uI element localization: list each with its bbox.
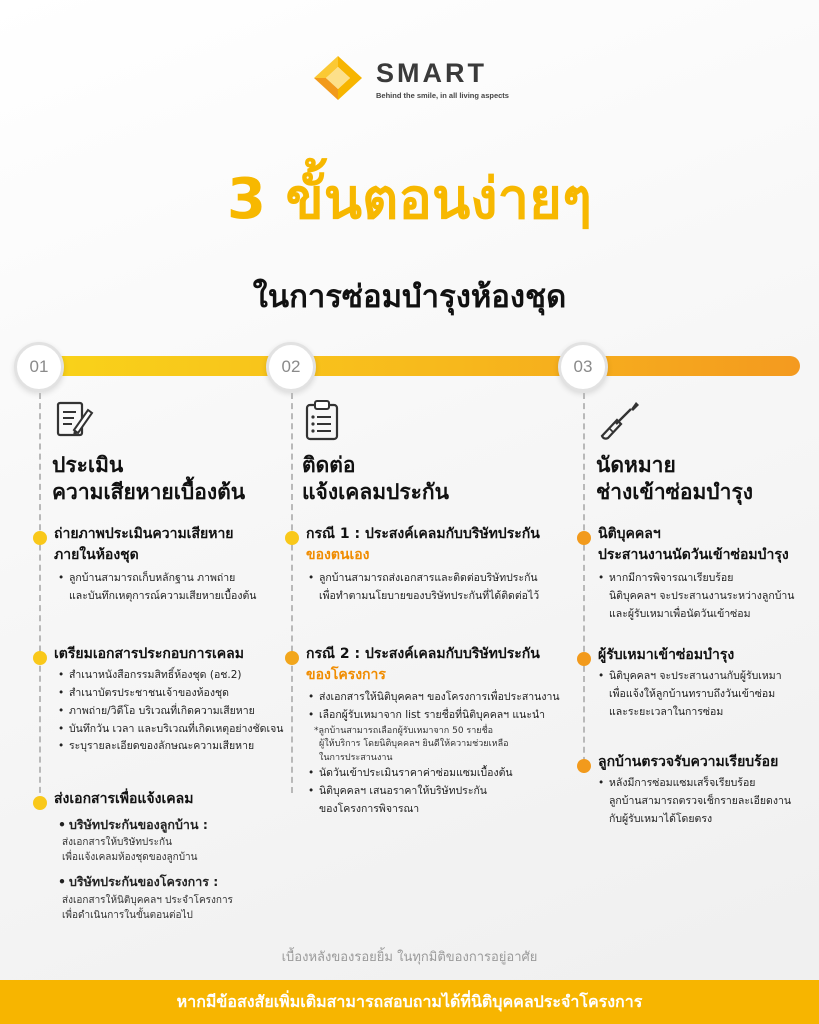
list-item: กับผู้รับเหมาได้โดยตรง <box>609 812 713 825</box>
step-2-section-2-title: กรณี 2 : ประสงค์เคลมกับบริษัทประกัน ของโครงการ <box>306 646 540 683</box>
step-3-section-3-dot <box>577 759 591 773</box>
list-item: • บันทึกวัน เวลา และบริเวณที่เกิดเหตุอย่างชัดเจน <box>58 722 284 735</box>
screwdriver-icon <box>598 398 642 442</box>
sub-heading: • บริษัทประกันของลูกบ้าน : <box>58 817 208 832</box>
slogan: เบื้องหลังของรอยยิ้ม ในทุกมิติของการอยู่อาศัย <box>281 950 538 965</box>
step-3-section-1-title: นิติบุคคลฯ ประสานงานนัดวันเข้าซ่อมบำรุง <box>598 526 789 563</box>
step-3-section-3-title: ลูกบ้านตรวจรับความเรียบร้อย <box>598 754 779 770</box>
list-item: • สำเนาบัตรประชาชนเจ้าของห้องชุด <box>58 686 229 699</box>
brand-tagline: Behind the smile, in all living aspects <box>376 91 509 100</box>
document-pencil-icon <box>52 398 96 442</box>
step-1-title <box>52 452 245 507</box>
step-1-section-1-bullets <box>58 570 256 606</box>
step-2-section-1-title: กรณี 1 : ประสงค์เคลมกับบริษัทประกัน ของตนเอง <box>306 526 540 563</box>
step-3-section-2-title: ผู้รับเหมาเข้าซ่อมบำรุง <box>598 647 735 663</box>
list-item: • หลังมีการซ่อมแซมเสร็จเรียบร้อย <box>598 777 756 789</box>
step-number-2: 02 <box>266 342 316 392</box>
step-2-section-1-bullets <box>308 570 539 606</box>
step-1-section-2-title: เตรียมเอกสารประกอบการเคลม <box>54 646 244 662</box>
list-item: • ระบุรายละเอียดของลักษณะความเสียหาย <box>58 740 255 753</box>
list-item: • นิติบุคคลฯ เสนอราคาให้บริษัทประกัน <box>308 785 487 798</box>
list-item: • เลือกผู้รับเหมาจาก list รายชื่อที่นิติบุคคลฯ แนะนำ <box>308 708 546 721</box>
timeline-bar <box>38 356 800 376</box>
list-item: ลูกบ้านสามารถตรวจเช็กรายละเอียดงาน <box>609 794 792 807</box>
step-1-section-2-dot <box>33 651 47 665</box>
step-2-title <box>302 452 449 507</box>
step-1-section-1-title: ถ่ายภาพประเมินความเสียหาย ภายในห้องชุด <box>54 526 234 563</box>
list-item: และระยะเวลาในการซ่อม <box>609 705 724 718</box>
list-item: และบันทึกเหตุการณ์ความเสียหายเบื้องต้น <box>69 589 257 602</box>
step-2-section-2-bullets: • ส่งเอกสารให้นิติบุคคลฯ ของโครงการเพื่อประสานงาน • เลือกผู้รับเหมาจาก list รายชื่อที่นิติบุคคลฯ แนะนำ *ลูกบ้านสามารถเลือกผู้รับเหมาจาก 50 รายชื่อ ผู้ให้บริการ โดยนิติบุคคลฯ ยินดีให้ความช่วยเหลือ ในการประสานงาน • นัดวันเข้าประเมินราคาค่าซ่อมแซมเบื้องต้น • นิติบุคคลฯ เสนอราคาให้บริษัทประกัน ของโครงการพิจารณา <box>308 689 560 819</box>
step-2-title-line-2: แจ้งเคลมประกัน <box>302 480 449 505</box>
step-1-section-1-dot <box>33 531 47 545</box>
step-3-section-2-bullets <box>598 668 782 722</box>
step-3-dashed-line <box>583 393 585 773</box>
brand-logo <box>312 54 512 104</box>
list-item: เพื่อแจ้งให้ลูกบ้านทราบถึงวันเข้าซ่อม <box>609 687 776 700</box>
list-item: • นัดวันเข้าประเมินราคาค่าซ่อมแซมเบื้องต้น <box>308 767 513 780</box>
step-1-dashed-line <box>39 393 41 803</box>
step-3-section-2-dot <box>577 652 591 666</box>
step-1-section-2-bullets <box>58 667 283 756</box>
step-3-title-line-1: นัดหมาย <box>596 453 676 477</box>
step-3-section-1-dot <box>577 531 591 545</box>
list-item: และผู้รับเหมาเพื่อนัดวันเข้าซ่อม <box>609 607 751 620</box>
list-item: นิติบุคคลฯ จะประสานงานระหว่างลูกบ้าน <box>609 589 795 602</box>
list-item: • สำเนาหนังสือกรรมสิทธิ์ห้องชุด (อช.2) <box>58 669 242 681</box>
page-title: 3 ขั้นตอนง่ายๆ <box>227 167 592 232</box>
step-3-title-line-2: ช่างเข้าซ่อมบำรุง <box>596 480 753 505</box>
step-1-section-3-title: ส่งเอกสารเพื่อแจ้งเคลม <box>54 791 194 807</box>
step-2-section-2-dot <box>285 651 299 665</box>
footer-banner <box>0 980 819 1024</box>
list-item: • ภาพถ่าย/วิดีโอ บริเวณที่เกิดความเสียหาย <box>58 704 255 717</box>
step-3-section-1-bullets <box>598 570 794 624</box>
step-3-section-3-bullets <box>598 775 791 829</box>
step-2-title-line-1: ติดต่อ <box>302 453 356 477</box>
list-item: • นิติบุคคลฯ จะประสานงานกับผู้รับเหมา <box>598 670 782 682</box>
list-item: • ลูกบ้านสามารถส่งเอกสารและติดต่อบริษัทประกัน <box>308 572 538 584</box>
footer-text: หากมีข้อสงสัยเพิ่มเติมสามารถสอบถามได้ที่นิติบุคคลประจำโครงการ <box>176 991 643 1011</box>
clipboard-list-icon <box>300 398 344 442</box>
step-1-section-3-subs: • บริษัทประกันของลูกบ้าน : ส่งเอกสารให้บริษัทประกัน เพื่อแจ้งเคลมห้องชุดของลูกบ้าน • บริษัทประกันของโครงการ : ส่งเอกสารให้นิติบุคคลฯ ประจำโครงการ เพื่อดำเนินการในขั้นตอนต่อไป <box>58 814 233 923</box>
brand-name: SMART <box>376 58 487 88</box>
step-1-title-line-1: ประเมิน <box>52 453 124 477</box>
list-item: • ส่งเอกสารให้นิติบุคคลฯ ของโครงการเพื่อประสานงาน <box>308 691 560 703</box>
step-1-section-3-dot <box>33 796 47 810</box>
step-1-title-line-2: ความเสียหายเบื้องต้น <box>52 480 246 505</box>
list-item: • ลูกบ้านสามารถเก็บหลักฐาน ภาพถ่าย <box>58 572 236 584</box>
list-item: เพื่อทำตามนโยบายของบริษัทประกันที่ได้ติดต่อไว้ <box>319 589 540 602</box>
step-number-1: 01 <box>14 342 64 392</box>
step-3-title <box>596 452 753 507</box>
sub-heading: • บริษัทประกันของโครงการ : <box>58 874 219 890</box>
step-2-section-1-dot <box>285 531 299 545</box>
list-item: ของโครงการพิจารณา <box>319 802 420 815</box>
smart-house-logo-icon <box>312 54 364 102</box>
list-item: • หากมีการพิจารณาเรียบร้อย <box>598 572 734 584</box>
page-subtitle: ในการซ่อมบำรุงห้องชุด <box>252 279 567 315</box>
step-number-3: 03 <box>558 342 608 392</box>
step-2-dashed-line <box>291 393 293 793</box>
